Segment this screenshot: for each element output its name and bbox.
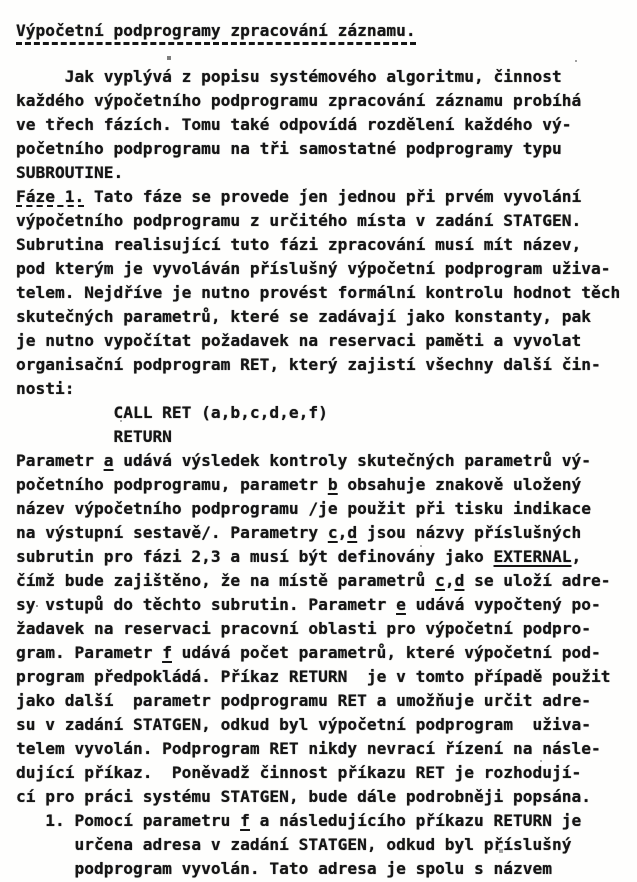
text-run: žadavek na reservaci pracovní oblasti pro výpočetní podpro-	[16, 619, 591, 638]
text-run: ,	[337, 523, 348, 542]
underlined-text-run: a	[103, 451, 114, 470]
text-run: ,	[444, 571, 455, 590]
text-run: nosti:	[16, 379, 75, 398]
underlined-text-run: Fáze 1.	[16, 187, 85, 206]
text-line	[16, 857, 629, 881]
text-run: každého výpočetního podprogramu zpracování záznamu probíhá	[16, 91, 582, 110]
text-line	[16, 689, 629, 713]
text-run: určena adresa v zadání STATGEN, odkud byl příslušný	[16, 835, 572, 854]
text-line	[16, 449, 629, 473]
text-line	[16, 665, 629, 689]
text-run: gram. Parametr	[16, 643, 163, 662]
underlined-text-run: d	[454, 571, 465, 590]
text-run: se uloží adre-	[464, 571, 611, 590]
text-line	[16, 521, 629, 545]
text-run: skutečných parametrů, které se zadávají jako konstanty, pak	[16, 307, 591, 326]
underlined-text-run: d	[347, 523, 358, 542]
text-line	[16, 737, 629, 761]
text-line	[16, 185, 629, 209]
text-line	[16, 761, 629, 785]
underlined-text-run: f	[240, 811, 250, 830]
text-run: telem vyvolán. Podprogram RET nikdy nevrací řízení na násle-	[16, 739, 601, 758]
text-run: Subrutina realisující tuto fázi zpracování musí mít název,	[16, 235, 582, 254]
text-run: početního podprogramu na tři samostatné podprogramy typu	[16, 139, 562, 158]
text-line	[16, 329, 629, 353]
text-run: Tato fáze se provede jen jednou při prvém vyvolání	[84, 187, 582, 206]
text-line	[16, 569, 629, 593]
text-run: pod kterým je vyvoláván příslušný výpočetní podprogram uživa-	[16, 259, 611, 278]
text-run: RETURN	[16, 427, 172, 446]
text-line	[16, 257, 629, 281]
text-run: jsou názvy příslušných	[357, 523, 582, 542]
text-run: početního podprogramu, parametr	[16, 475, 328, 494]
text-line	[16, 353, 629, 377]
text-run: cí pro práci systému STATGEN, bude dále podrobněji popsána.	[16, 787, 591, 806]
underlined-text-run: f	[162, 643, 172, 662]
text-line	[16, 641, 629, 665]
underlined-text-run: EXTERNAL	[493, 547, 572, 566]
underlined-text-run: e	[396, 595, 406, 614]
text-run: výpočetního podprogramu z určitého místa v zadání STATGEN.	[16, 211, 582, 230]
text-run: 1. Pomocí parametru	[16, 811, 241, 830]
text-run: udává počet parametrů, které výpočetní pod-	[171, 643, 601, 662]
text-line	[16, 545, 629, 569]
text-line	[16, 65, 629, 89]
text-line	[16, 785, 629, 809]
text-line	[16, 113, 629, 137]
underlined-text-run: b	[327, 475, 338, 494]
scan-noise-specks	[0, 0, 2, 2]
text-line	[16, 209, 629, 233]
document-title: Výpočetní podprogramy zpracování záznamu.	[16, 20, 416, 45]
text-line	[16, 593, 629, 617]
text-line	[16, 497, 629, 521]
text-line	[16, 305, 629, 329]
text-run: CALL RET (a,b,c,d,e,f)	[16, 403, 328, 422]
text-run: Jak vyplývá z popisu systémového algoritmu, činnost	[16, 67, 562, 86]
text-run: udává výsledek kontroly skutečných parametrů vý-	[113, 451, 592, 470]
underlined-text-run: c	[327, 523, 338, 542]
text-line	[16, 809, 629, 833]
text-run: čímž bude zajištěno, že na místě parametrů	[16, 571, 436, 590]
text-line	[16, 377, 629, 401]
text-line	[16, 281, 629, 305]
text-run: subrutin pro fázi 2,3 a musí být definovány jako	[16, 547, 494, 566]
text-line	[16, 473, 629, 497]
text-run: su v zadání STATGEN, odkud byl výpočetní podprogram uživa-	[16, 715, 591, 734]
text-line	[16, 617, 629, 641]
text-line	[16, 713, 629, 737]
text-run: na výstupní sestavě/. Parametry	[16, 523, 328, 542]
text-run: dující příkaz. Poněvadž činnost příkazu RET je rozhodují-	[16, 763, 582, 782]
text-line	[16, 233, 629, 257]
text-line	[16, 833, 629, 857]
document-body	[16, 65, 629, 881]
text-line	[16, 401, 629, 425]
text-run: telem. Nejdříve je nutno provést formální kontrolu hodnot těch	[16, 283, 621, 302]
text-run: jako další parametr podprogramu RET a umožňuje určit adre-	[16, 691, 591, 710]
text-line	[16, 425, 629, 449]
text-run: program předpokládá. Příkaz RETURN je v tomto případě použit	[16, 667, 611, 686]
text-run: obsahuje znakově uložený	[337, 475, 582, 494]
text-run: organisační podprogram RET, který zajistí všechny další čin-	[16, 355, 601, 374]
text-run: a následujícího příkazu RETURN je	[249, 811, 582, 830]
underlined-text-run: c	[435, 571, 445, 590]
text-run: SUBROUTINE.	[16, 163, 124, 182]
text-line	[16, 137, 629, 161]
text-run: Parametr	[16, 451, 104, 470]
text-line	[16, 161, 629, 185]
text-run: ve třech fázích. Tomu také odpovídá rozdělení každého vý-	[16, 115, 572, 134]
text-run: udává vypočtený po-	[405, 595, 601, 614]
text-run: ,	[571, 547, 582, 566]
text-line	[16, 89, 629, 113]
text-run: sy vstupů do těchto subrutin. Parametr	[16, 595, 397, 614]
text-run: název výpočetního podprogramu /je použit při tisku indikace	[16, 499, 591, 518]
text-run: je nutno vypočítat požadavek na reservaci paměti a vyvolat	[16, 331, 582, 350]
text-run: podprogram vyvolán. Tato adresa je spolu s názvem	[16, 859, 553, 878]
